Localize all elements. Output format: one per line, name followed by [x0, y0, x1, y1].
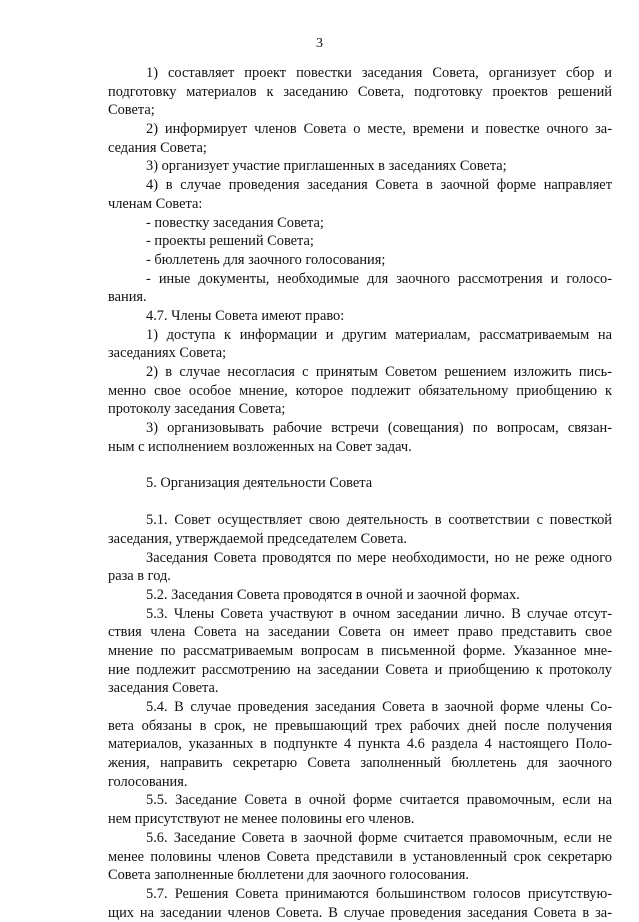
text-line: 3) организует участие приглашенных в заседаниях Совета; — [146, 158, 507, 175]
section-heading: 5. Организация деятельности Совета — [146, 475, 373, 492]
paragraph-gap — [108, 493, 612, 511]
text-line: 3) организовывать рабочие встречи (совещания) по вопросам, связан- — [146, 420, 612, 437]
text-line: ствия члена Совета на заседании Совета он имеет право представить свое — [108, 624, 612, 641]
page-number: 3 — [316, 36, 323, 51]
text-line: жения, направить секретарю Совета заполненный бюллетень для заочного — [108, 755, 612, 772]
text-line: раза в год. — [108, 568, 171, 585]
text-line: менее половины членов Совета представили в установленный срок секретарю — [108, 848, 612, 865]
body-text — [108, 64, 612, 922]
text-line: нем присутствуют не менее половины его членов. — [108, 811, 415, 828]
text-line: - бюллетень для заочного голосования; — [146, 251, 386, 268]
text-line: 5.5. Заседание Совета в очной форме считается правомочным, если на — [146, 792, 612, 809]
text-line: 1) составляет проект повестки заседания Совета, организует сбор и — [146, 65, 612, 81]
text-line: мнение по рассматриваемым вопросам в письменной форме. Указанное мне- — [108, 642, 612, 659]
text-line: 1) доступа к информации и другим материалам, рассматриваемым на — [146, 326, 612, 343]
text-line: 5.4. В случае проведения заседания Совета в заочной форме члены Со- — [146, 699, 612, 715]
text-line: седания Совета; — [108, 139, 207, 156]
text-line: Совета заполненные бюллетени для заочного голосования. — [108, 867, 469, 884]
text-line: членам Совета: — [108, 195, 203, 212]
text-line: 5.1. Совет осуществляет свою деятельность в соответствии с повесткой — [146, 512, 612, 529]
text-line: 5.6. Заседание Совета в заочной форме считается правомочным, если не — [146, 829, 612, 846]
text-line: вания. — [108, 289, 147, 306]
text-line: 2) в случае несогласия с принятым Советом решением изложить пись- — [146, 364, 612, 380]
text-line: ным с исполнением возложенных на Совет задач. — [108, 438, 412, 455]
text-line: Совета; — [108, 102, 155, 119]
text-line: Заседания Совета проводятся по мере необходимости, но не реже одного — [146, 549, 612, 566]
text-line: заседаниях Совета; — [108, 345, 227, 362]
text-line: 5.2. Заседания Совета проводятся в очной и заочной формах. — [146, 586, 520, 603]
text-line: щих на заседании членов Совета. В случае проведения заседания Совета в за- — [108, 904, 612, 921]
text-line: менно свое особое мнение, которое подлежит обязательному приобщению к — [108, 382, 612, 399]
text-line: голосования. — [108, 773, 188, 790]
text-line: 4) в случае проведения заседания Совета в заочной форме направляет — [146, 177, 612, 194]
text-line: протоколу заседания Совета; — [108, 401, 286, 418]
text-line: вета обязаны в срок, не превышающий трех рабочих дней после получения — [108, 717, 612, 734]
text-line: подготовку материалов к заседанию Совета, подготовку проектов решений — [108, 83, 612, 100]
text-line: материалов, указанных в подпункте 4 пункта 4.6 раздела 4 настоящего Поло- — [108, 736, 612, 753]
text-line: ние подлежит рассмотрению на заседании Совета и приобщению к протоколу — [108, 661, 612, 678]
text-line: 5.7. Решения Совета принимаются большинством голосов присутствую- — [146, 885, 612, 902]
paragraph-gap — [108, 456, 612, 474]
text-line: - проекты решений Совета; — [146, 233, 314, 250]
text-line: 2) информирует членов Совета о месте, времени и повестке очного за- — [146, 121, 612, 138]
text-line: заседания, утверждаемой председателем Совета. — [108, 530, 407, 547]
text-line: 4.7. Члены Совета имеют право: — [146, 307, 345, 324]
text-line: заседания Совета. — [108, 680, 219, 697]
text-line: - иные документы, необходимые для заочного рассмотрения и голосо- — [146, 270, 612, 287]
text-line: - повестку заседания Совета; — [146, 214, 324, 231]
text-line: 5.3. Члены Совета участвуют в очном заседании лично. В случае отсут- — [146, 605, 612, 622]
